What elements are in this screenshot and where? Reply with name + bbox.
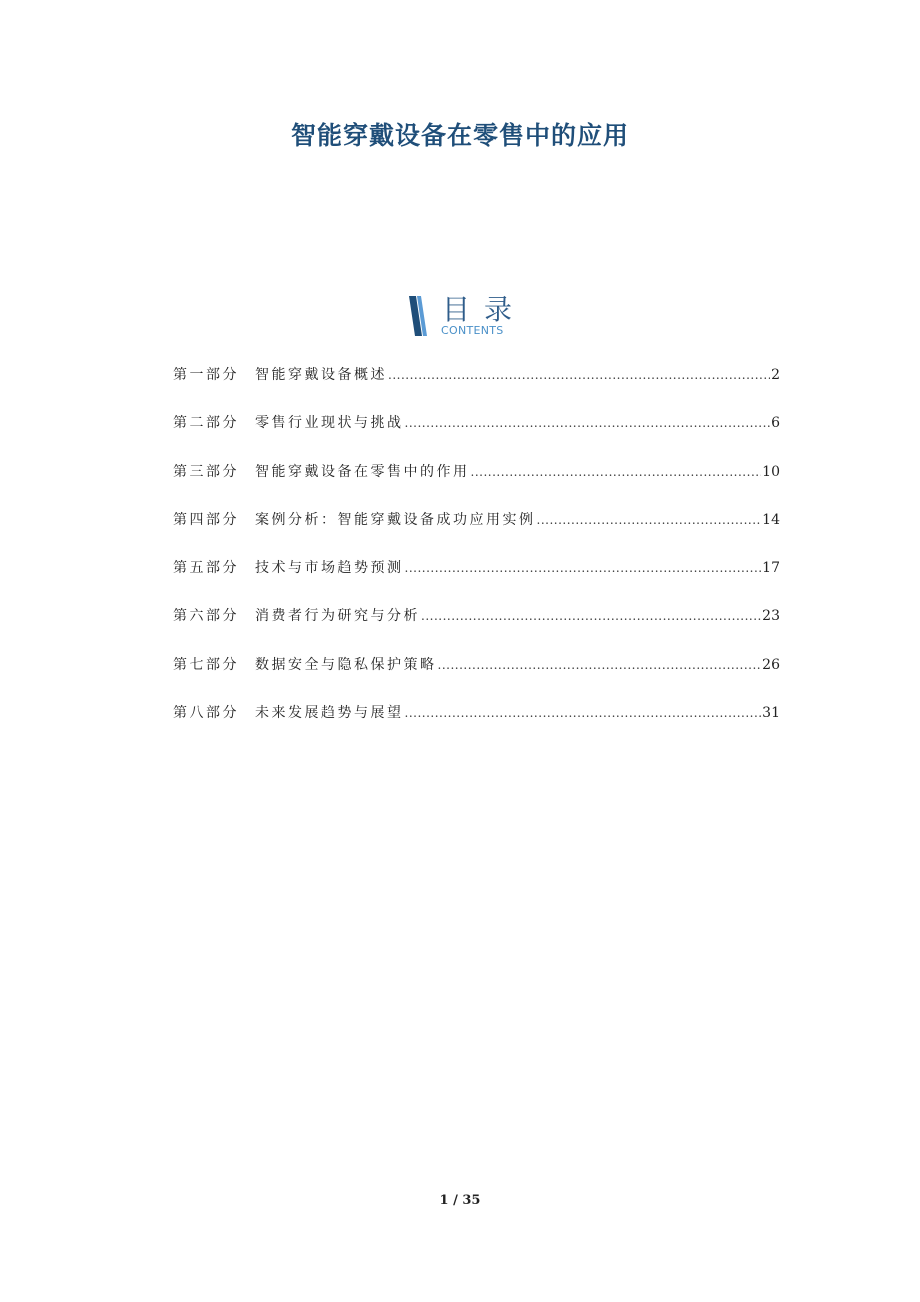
toc-page-number: 10 [762,463,780,480]
toc-entry[interactable] [173,509,780,557]
toc-part-label: 第六部分 [173,608,239,625]
toc-page-number: 17 [762,560,780,577]
toc-part-label: 第一部分 [173,367,239,383]
toc-leader-dots [405,561,762,575]
toc-leader-dots [405,706,762,720]
toc-section-name: 未来发展趋势与展望 [255,705,404,722]
toc-leader-dots [421,609,761,623]
document-title: 智能穿戴设备在零售中的应用 [290,121,629,150]
page-indicator: 1 / 35 [439,1193,481,1208]
toc-page-number: 26 [762,656,780,673]
toc-page-number: 6 [771,415,780,432]
toc-part-label: 第二部分 [173,415,239,432]
toc-page-number: 23 [762,608,780,625]
toc-section-name: 零售行业现状与挑战 [255,415,404,432]
toc-heading-en: CONTENTS [441,324,504,337]
toc-part-label: 第八部分 [173,705,239,722]
toc-leader-dots [471,465,762,479]
toc-part-label: 第七部分 [173,656,239,673]
toc-entry[interactable] [173,654,780,702]
toc-section-name: 案例分析：智能穿戴设备成功应用实例 [255,511,536,528]
toc-entry[interactable] [173,605,780,653]
toc-section-name: 智能穿戴设备在零售中的作用 [255,463,470,480]
toc-heading: 目录 [442,293,527,326]
toc-decoration-icon [406,294,436,338]
toc-leader-dots [388,368,770,382]
toc-entry[interactable] [173,461,780,509]
toc-leader-dots [438,658,762,672]
toc-page-number: 2 [771,367,780,383]
toc-part-label: 第四部分 [173,511,239,528]
toc-section-name: 消费者行为研究与分析 [255,608,420,625]
toc-leader-dots [405,416,771,430]
toc-heading-block [406,294,526,340]
toc-section-name: 数据安全与隐私保护策略 [255,656,437,673]
table-of-contents [173,364,780,750]
toc-leader-dots [537,513,762,527]
toc-part-label: 第三部分 [173,463,239,480]
toc-section-name: 智能穿戴设备概述 [255,367,387,383]
toc-entry[interactable] [173,702,780,750]
toc-entry[interactable] [173,364,780,412]
toc-section-name: 技术与市场趋势预测 [255,560,404,577]
toc-part-label: 第五部分 [173,560,239,577]
toc-entry[interactable] [173,557,780,605]
toc-page-number: 14 [762,511,780,528]
toc-entry[interactable] [173,412,780,460]
toc-page-number: 31 [762,705,780,722]
